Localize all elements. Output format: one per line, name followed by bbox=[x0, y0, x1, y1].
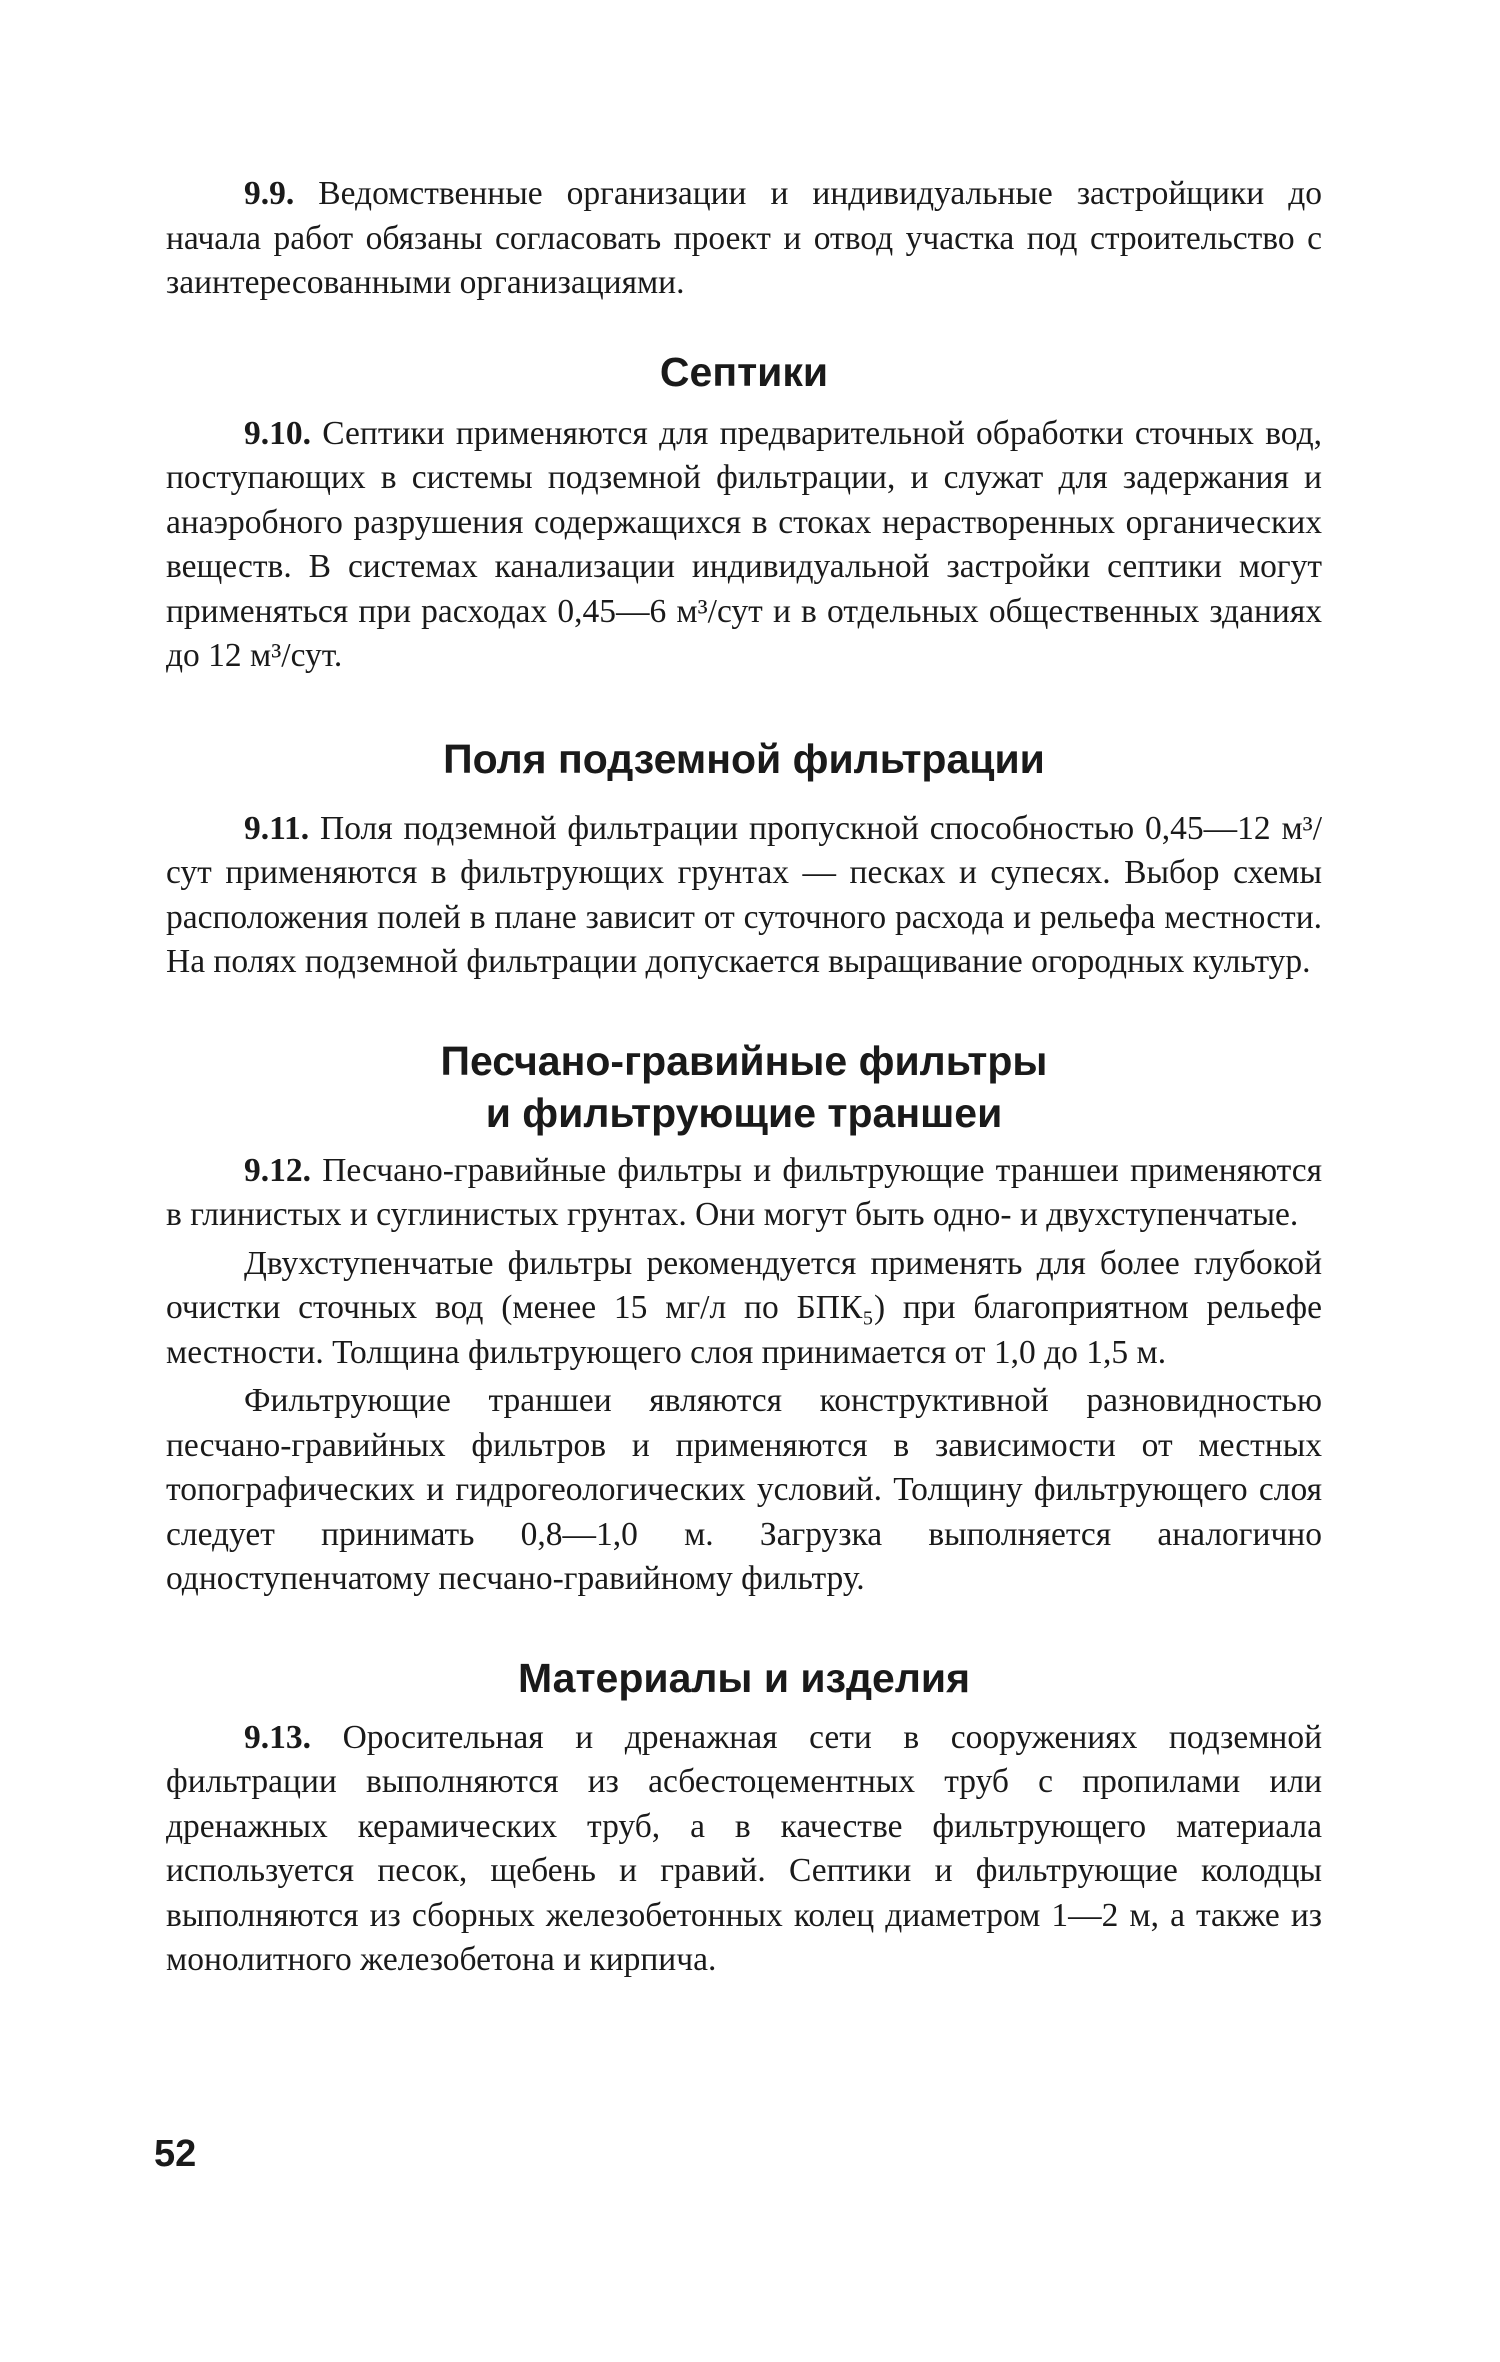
clause-text: Песчано-гравийные фильтры и фильтрующие траншеи применяются в глинистых и суглинистых грунтах. Они могут быть одно- и двухступенчатые. bbox=[166, 1151, 1322, 1233]
clause-number: 9.13. bbox=[244, 1718, 311, 1756]
heading-materialy: Материалы и изделия bbox=[517, 1654, 971, 1701]
clause-number: 9.9. bbox=[244, 175, 295, 212]
heading-septiki: Септики bbox=[659, 348, 829, 395]
clause-number: 9.12. bbox=[244, 1151, 311, 1189]
paragraph-9-12 bbox=[166, 1149, 1322, 1238]
page-body bbox=[166, 172, 1322, 1983]
clause-number: 9.10. bbox=[244, 414, 311, 452]
paragraph-9-10 bbox=[166, 412, 1322, 679]
heading-peschano-gravijnye-line2: и фильтрующие траншеи bbox=[485, 1089, 1003, 1136]
clause-number: 9.11. bbox=[244, 809, 310, 847]
heading-peschano-gravijnye-line1: Песчано-гравийные фильтры bbox=[440, 1037, 1048, 1084]
clause-text: Оросительная и дренажная сети в сооружениях подземной фильтрации выполняются из асбестоцементных труб с пропилами или дренажных керамических труб, а в качестве фильтрующего материала используется песок, щебень и гравий. Септики и фильтрующие колодцы выполняются из сборных железобетонных колец диаметром 1—2 м, а также из монолитного железобетона и кирпича. bbox=[166, 1718, 1322, 1978]
paragraph-9-12-trenches: Фильтрующие траншеи являются конструктивной разновидностью песчано-гравийных фильтров и применяются в зависимости от местных топографических и гидрогеологических условий. Толщину фильтрующего слоя следует принимать 0,8—1,0 м. Загрузка выполняется аналогично одноступенчатому песчано-гравийному фильтру. bbox=[166, 1382, 1322, 1597]
clause-text: Ведомственные организации и индивидуальные застройщики до начала работ обязаны согласовать проект и отвод участка под строительство с заинтересованными организациями. bbox=[166, 175, 1322, 301]
paragraph-9-12-two-stage: Двухступенчатые фильтры рекомендуется применять для более глубокой очистки сточных вод (менее 15 мг/л по БПК₅) при благоприятном рельефе местности. Толщина фильтрующего слоя принимается от 1,0 до 1,5 м. bbox=[166, 1244, 1322, 1371]
paragraph-9-9 bbox=[166, 172, 1322, 306]
heading-polya-filtracii: Поля подземной фильтрации bbox=[443, 735, 1045, 782]
clause-text: Септики применяются для предварительной обработки сточных вод, поступающих в системы подземной фильтрации, и служат для задержания и анаэробного разрушения содержащихся в стоках нерастворенных органических веществ. В системах канализации индивидуальной застройки септики могут применяться при расходах 0,45—6 м³/сут и в отдельных общественных зданиях до 12 м³/сут. bbox=[166, 414, 1322, 674]
paragraph-9-13 bbox=[166, 1716, 1322, 1983]
paragraph-9-11 bbox=[166, 807, 1322, 985]
page-number: 52 bbox=[154, 2133, 197, 2175]
clause-text: Поля подземной фильтрации пропускной способностью 0,45—12 м³/сут применяются в фильтрующих грунтах — песках и супесях. Выбор схемы расположения полей в плане зависит от суточного расхода и рельефа местности. На полях подземной фильтрации допускается выращивание огородных культур. bbox=[166, 809, 1322, 980]
